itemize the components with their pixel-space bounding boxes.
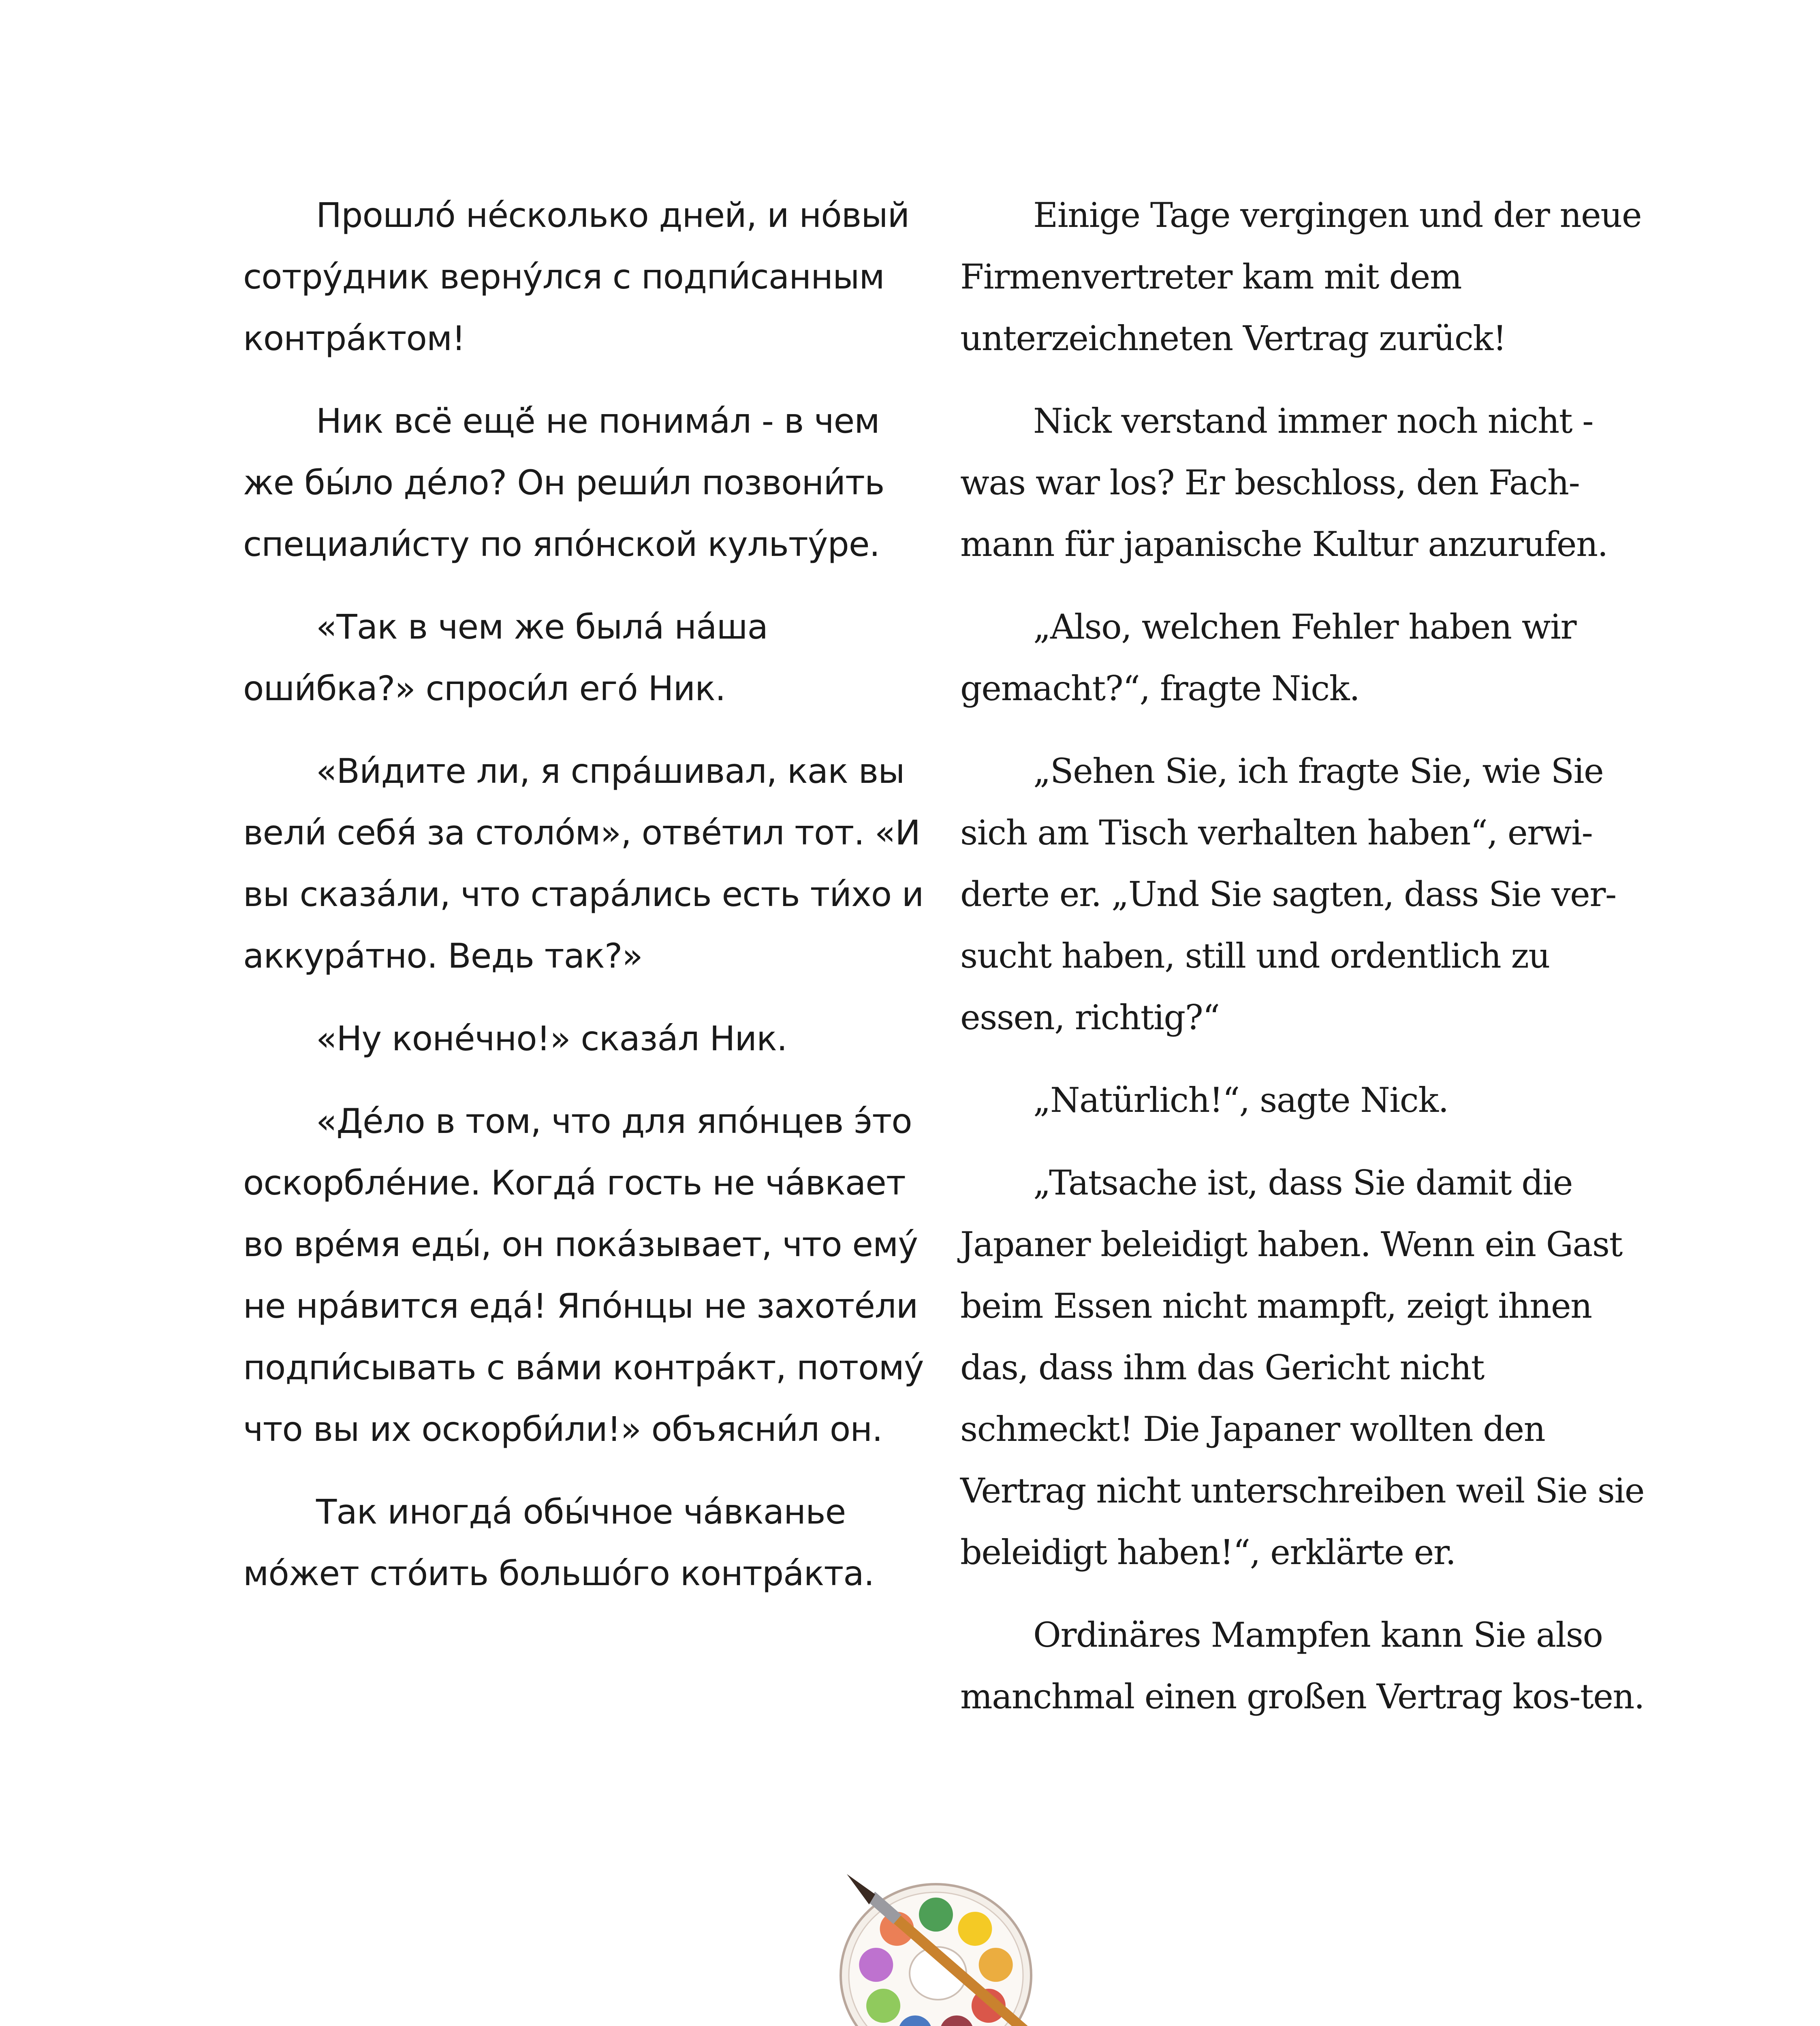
paint-well — [919, 1898, 953, 1932]
paragraph: Ordinäres Mampfen kann Sie also manchmal einen großen Vertrag kos-ten. — [960, 1615, 1645, 1716]
paragraph: „Sehen Sie, ich fragte Sie, wie Sie sich am Tisch verhalten haben“, erwi-derte er. „Und Sie sagten, dass Sie ver-sucht haben, still und ordentlich zu essen, richtig?“ — [960, 751, 1616, 1037]
paragraph: „Natürlich!“, sagte Nick. — [1033, 1080, 1448, 1120]
paragraph: Так иногда́ обы́чное ча́вканье мо́жет сто́ить большо́го контра́кта. — [243, 1492, 874, 1593]
paragraph: «Так в чем же была́ на́ша оши́бка?» спроси́л его́ Ник. — [243, 607, 768, 708]
paragraph: «Де́ло в том, что для япо́нцев э́то оскорбле́ние. Когда́ гость не ча́вкает во вре́мя еды́, он пока́зывает, что ему́ не нра́вится еда́! Япо́нцы не захоте́ли подпи́сывать с ва́ми контра́кт, потому́ что вы их оскорби́ли!» объясни́л он. — [243, 1101, 924, 1449]
german-text-column — [960, 184, 1649, 1748]
paint-well — [979, 1948, 1013, 1982]
paragraph: Nick verstand immer noch nicht - was war los? Er beschloss, den Fach-mann für japanische Kultur anzurufen. — [960, 401, 1608, 564]
paragraph: Прошло́ не́сколько дней, и но́вый сотру́дник верну́лся с подпи́санным контра́ктом! — [243, 195, 910, 358]
paragraph: „Also, welchen Fehler haben wir gemacht?“, fragte Nick. — [960, 607, 1576, 708]
paint-well — [866, 1989, 900, 2023]
paragraph: «Ну коне́чно!» сказа́л Ник. — [316, 1019, 787, 1058]
paint-well — [859, 1948, 893, 1982]
paragraph: Ник всё ещё́ не понима́л - в чем же бы́ло де́ло? Он реши́л позвони́ть специали́сту по япо́нской культу́ре. — [243, 401, 884, 564]
russian-text-column — [243, 184, 932, 1625]
paint-palette-icon — [831, 1864, 1041, 2026]
paragraph: Einige Tage vergingen und der neue Firmenvertreter kam mit dem unterzeichneten Vertrag zurück! — [960, 195, 1642, 358]
paragraph: «Ви́дите ли, я спра́шивал, как вы вели́ себя́ за столо́м», отве́тил тот. «И вы сказа́ли, что стара́лись есть ти́хо и аккура́тно. Ведь так?» — [243, 751, 924, 976]
paragraph: „Tatsache ist, dass Sie damit die Japaner beleidigt haben. Wenn ein Gast beim Essen nicht mampft, zeigt ihnen das, dass ihm das Gericht nicht schmeckt! Die Japaner wollten den Vertrag nicht unterschreiben weil Sie sie beleidigt haben!“, erklärte er. — [960, 1163, 1644, 1572]
paint-well — [958, 1912, 992, 1946]
